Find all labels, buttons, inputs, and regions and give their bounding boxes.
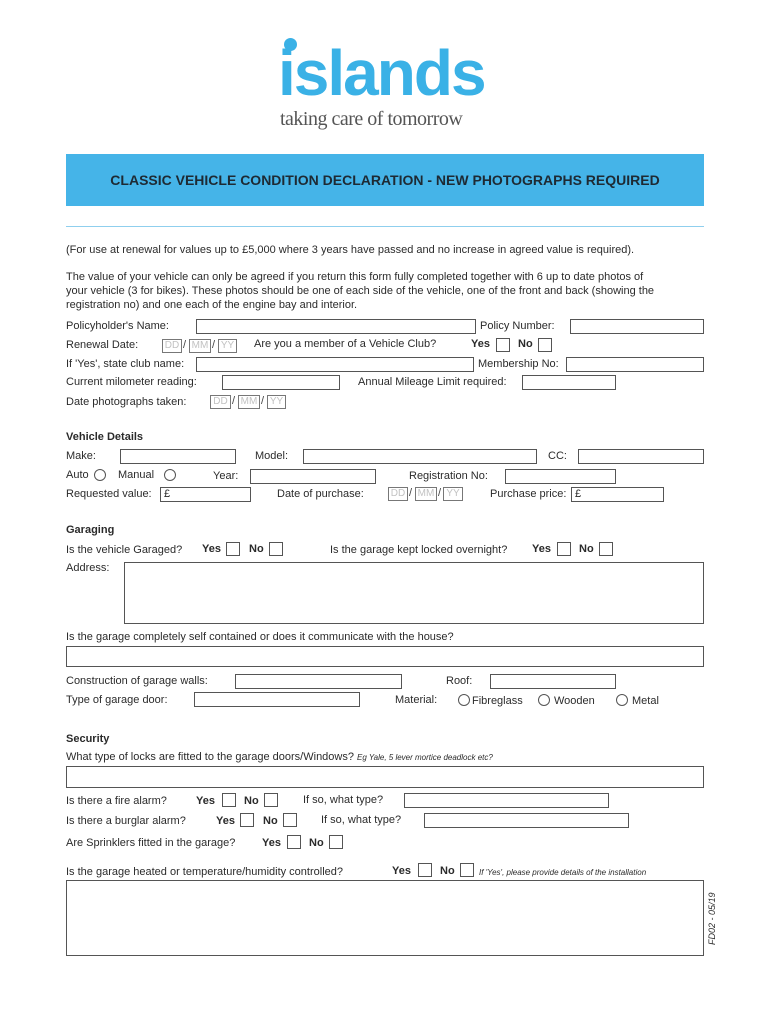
heated-no-checkbox[interactable] [460, 863, 474, 877]
heated-details-input[interactable] [66, 880, 704, 956]
locked-no-label: No [579, 543, 594, 555]
renewal-date-label: Renewal Date: [66, 339, 139, 351]
fire-yes-checkbox[interactable] [222, 793, 236, 807]
locked-question: Is the garage kept locked overnight? [330, 544, 508, 556]
make-label: Make: [66, 450, 96, 462]
roof-label: Roof: [446, 675, 473, 687]
self-contained-input[interactable] [66, 646, 704, 667]
mileage-label: Annual Mileage Limit required: [358, 376, 507, 388]
wooden-radio[interactable] [538, 694, 550, 706]
garaged-yes-label: Yes [202, 543, 221, 555]
burglar-type-label: If so, what type? [321, 814, 402, 826]
milometer-input[interactable] [222, 375, 340, 390]
burglar-type-input[interactable] [424, 813, 629, 828]
manual-label: Manual [118, 469, 155, 481]
requested-pound-sign: £ [164, 488, 171, 500]
mileage-input[interactable] [522, 375, 616, 390]
registration-label: Registration No: [409, 470, 488, 482]
garaged-question: Is the vehicle Garaged? [66, 544, 183, 556]
sprinklers-no-checkbox[interactable] [329, 835, 343, 849]
year-input[interactable] [250, 469, 376, 484]
burglar-no-checkbox[interactable] [283, 813, 297, 827]
club-no-checkbox[interactable] [538, 338, 552, 352]
sprinklers-yes-label: Yes [262, 837, 281, 849]
metal-radio[interactable] [616, 694, 628, 706]
heated-yes-checkbox[interactable] [418, 863, 432, 877]
model-label: Model: [255, 450, 289, 462]
policyholder-input[interactable] [196, 319, 476, 334]
fire-type-label: If so, what type? [303, 794, 384, 806]
cc-label: CC: [548, 450, 567, 462]
renewal-day[interactable]: DD [162, 339, 182, 353]
burglar-yes-label: Yes [216, 815, 235, 827]
address-input[interactable] [124, 562, 704, 624]
locked-yes-label: Yes [532, 543, 551, 555]
intro-note: (For use at renewal for values up to £5,000 where 3 years have passed and no increase in agreed value is required). [66, 244, 635, 256]
locks-question [66, 751, 493, 763]
membership-label: Membership No: [478, 358, 559, 370]
fibreglass-label: Fibreglass [472, 695, 523, 707]
metal-label: Metal [632, 695, 659, 707]
renewal-year[interactable]: YY [218, 339, 237, 353]
photos-slash-2: / [261, 395, 265, 407]
requested-value-input[interactable] [160, 487, 251, 502]
purchase-slash-1: / [409, 487, 413, 499]
auto-label: Auto [66, 469, 89, 481]
cc-input[interactable] [578, 449, 704, 464]
registration-input[interactable] [505, 469, 616, 484]
heated-hint: If 'Yes', please provide details of the installation [479, 868, 647, 877]
club-yes-label: Yes [471, 338, 490, 350]
policy-number-input[interactable] [570, 319, 704, 334]
purchase-price-label: Purchase price: [490, 488, 567, 500]
roof-input[interactable] [490, 674, 616, 689]
locks-input[interactable] [66, 766, 704, 788]
door-label: Type of garage door: [66, 694, 168, 706]
page-title: CLASSIC VEHICLE CONDITION DECLARATION - NEW PHOTOGRAPHS REQUIRED [110, 172, 660, 188]
locks-question-text: What type of locks are fitted to the garage doors/Windows? [66, 751, 354, 763]
policy-number-label: Policy Number: [480, 320, 555, 332]
fire-alarm-question: Is there a fire alarm? [66, 795, 167, 807]
garaged-yes-checkbox[interactable] [226, 542, 240, 556]
form-code: FD02 - 05/19 [707, 892, 717, 945]
club-no-label: No [518, 338, 533, 350]
club-name-input[interactable] [196, 357, 474, 372]
intro-para-2: your vehicle (3 for bikes). These photos should be one of each side of the vehicle, one of the front and back (showing the [66, 285, 655, 297]
locks-hint: Eg Yale, 5 lever mortice deadlock etc? [357, 753, 493, 762]
club-question: Are you a member of a Vehicle Club? [254, 338, 437, 350]
intro-para-3: registration no) and one each of the engine bay and interior. [66, 299, 358, 311]
membership-input[interactable] [566, 357, 704, 372]
photos-year[interactable]: YY [267, 395, 286, 409]
auto-radio[interactable] [94, 469, 106, 481]
purchase-day[interactable]: DD [388, 487, 408, 501]
requested-value-label: Requested value: [66, 488, 152, 500]
wooden-label: Wooden [554, 695, 595, 707]
vehicle-heading: Vehicle Details [66, 431, 144, 443]
photos-month[interactable]: MM [238, 395, 260, 409]
garaging-heading: Garaging [66, 524, 115, 536]
purchase-price-input[interactable] [571, 487, 664, 502]
photos-day[interactable]: DD [210, 395, 231, 409]
garaged-no-checkbox[interactable] [269, 542, 283, 556]
sprinklers-yes-checkbox[interactable] [287, 835, 301, 849]
locked-yes-checkbox[interactable] [557, 542, 571, 556]
renewal-slash-2: / [212, 339, 216, 351]
self-contained-question: Is the garage completely self contained or does it communicate with the house? [66, 631, 454, 643]
heated-no-label: No [440, 865, 455, 877]
model-input[interactable] [303, 449, 537, 464]
door-input[interactable] [194, 692, 360, 707]
policyholder-label: Policyholder's Name: [66, 320, 169, 332]
garaged-no-label: No [249, 543, 264, 555]
purchase-pound-sign: £ [575, 488, 582, 500]
club-name-label: If 'Yes', state club name: [66, 358, 185, 370]
sprinklers-no-label: No [309, 837, 324, 849]
security-heading: Security [66, 733, 110, 745]
fire-no-checkbox[interactable] [264, 793, 278, 807]
purchase-date-label: Date of purchase: [277, 488, 364, 500]
purchase-month[interactable]: MM [415, 487, 437, 501]
intro-para-1: The value of your vehicle can only be agreed if you return this form fully completed together with 6 up to date photos of [66, 271, 644, 283]
sprinklers-question: Are Sprinklers fitted in the garage? [66, 837, 236, 849]
purchase-slash-2: / [438, 487, 442, 499]
purchase-year[interactable]: YY [443, 487, 463, 501]
manual-radio[interactable] [164, 469, 176, 481]
photos-date-label: Date photographs taken: [66, 396, 187, 408]
fire-type-input[interactable] [404, 793, 609, 808]
burglar-yes-checkbox[interactable] [240, 813, 254, 827]
address-label: Address: [66, 562, 110, 574]
walls-label: Construction of garage walls: [66, 675, 208, 687]
fibreglass-radio[interactable] [458, 694, 470, 706]
fire-yes-label: Yes [196, 795, 215, 807]
heated-yes-label: Yes [392, 865, 411, 877]
logo-wordmark: islands [278, 37, 485, 109]
club-yes-checkbox[interactable] [496, 338, 510, 352]
walls-input[interactable] [235, 674, 402, 689]
locked-no-checkbox[interactable] [599, 542, 613, 556]
make-input[interactable] [120, 449, 236, 464]
fire-no-label: No [244, 795, 259, 807]
logo-tagline: taking care of tomorrow [280, 108, 463, 130]
burglar-alarm-question: Is there a burglar alarm? [66, 815, 186, 827]
year-label: Year: [213, 470, 239, 482]
milometer-label: Current milometer reading: [66, 376, 197, 388]
logo [278, 34, 498, 134]
photos-slash-1: / [232, 395, 236, 407]
renewal-slash-1: / [183, 339, 187, 351]
divider [66, 226, 704, 227]
heated-question: Is the garage heated or temperature/humidity controlled? [66, 866, 343, 878]
material-label: Material: [395, 694, 438, 706]
renewal-month[interactable]: MM [189, 339, 211, 353]
burglar-no-label: No [263, 815, 278, 827]
